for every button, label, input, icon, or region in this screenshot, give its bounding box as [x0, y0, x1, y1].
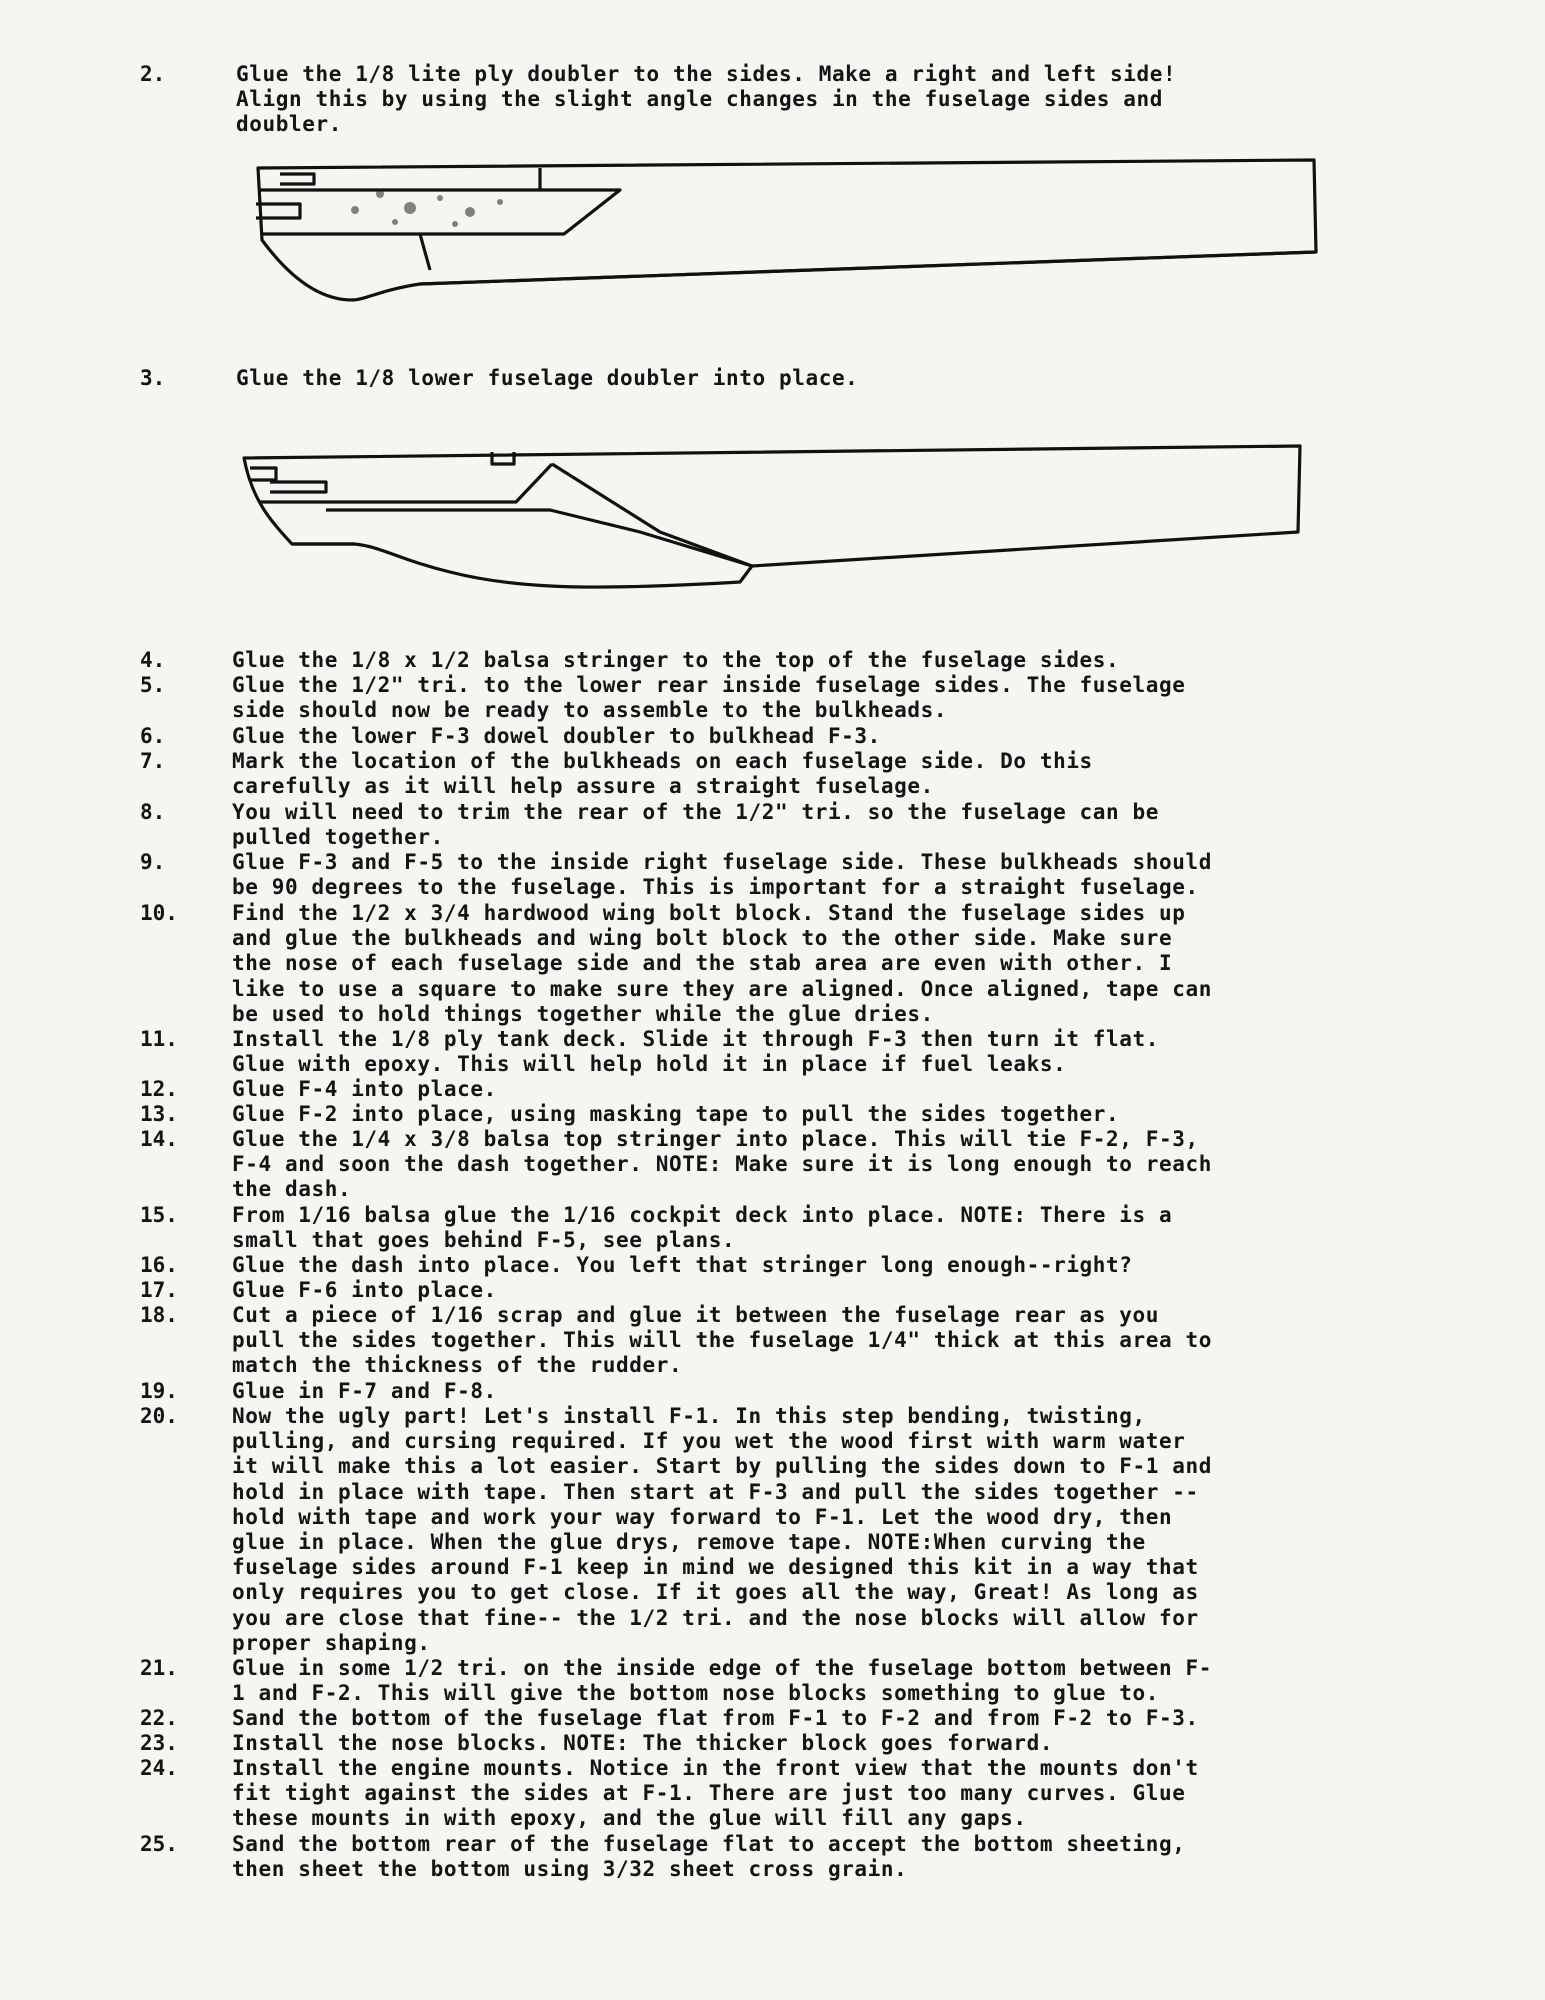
- step-number: 18.: [140, 1303, 178, 1327]
- fuselage-lower-doubler-figure: [0, 440, 1545, 590]
- step-text: Cut a piece of 1/16 scrap and glue it between the fuselage rear as you pull the sides together. This will the fuselage 1/4" thick at this area to match the thickness of the rudder.: [232, 1303, 1212, 1378]
- step-number: 15.: [140, 1203, 178, 1227]
- step-number: 6.: [140, 724, 166, 748]
- fuselage-side-doubler-figure: [0, 150, 1545, 310]
- step-number: 7.: [140, 749, 166, 773]
- step-number: 3.: [140, 366, 166, 390]
- step-text: Install the 1/8 ply tank deck. Slide it through F-3 then turn it flat. Glue with epoxy. This will help hold it in place if fuel leaks.: [232, 1027, 1160, 1077]
- step-number: 21.: [140, 1656, 178, 1680]
- step-number: 20.: [140, 1404, 178, 1428]
- step-text: You will need to trim the rear of the 1/2" tri. so the fuselage can be pulled together.: [232, 800, 1160, 850]
- step-text: From 1/16 balsa glue the 1/16 cockpit deck into place. NOTE: There is a small that goes behind F-5, see plans.: [232, 1203, 1173, 1253]
- step-number: 16.: [140, 1253, 178, 1277]
- step-number: 17.: [140, 1278, 178, 1302]
- step-text: Glue the lower F-3 dowel doubler to bulkhead F-3.: [232, 724, 881, 748]
- step-text: Find the 1/2 x 3/4 hardwood wing bolt block. Stand the fuselage sides up and glue the bulkheads and wing bolt block to the other side. Make sure the nose of each fuselage side and the stab area are even with other. I like to use a square to make sure they are aligned. Once aligned, tape can be used to hold things together while the glue dries.: [232, 901, 1212, 1026]
- step-number: 8.: [140, 800, 166, 824]
- step-text: Sand the bottom rear of the fuselage flat to accept the bottom sheeting, then sheet the bottom using 3/32 sheet cross grain.: [232, 1832, 1186, 1882]
- step-number: 4.: [140, 648, 166, 672]
- step-number: 24.: [140, 1756, 178, 1780]
- step-text: Glue the 1/8 lite ply doubler to the sides. Make a right and left side! Align this by using the slight angle changes in the fuselage sides and doubler.: [236, 62, 1177, 137]
- step-number: 2.: [140, 62, 166, 86]
- step-text: Glue F-3 and F-5 to the inside right fuselage side. These bulkheads should be 90 degrees to the fuselage. This is important for a straight fuselage.: [232, 850, 1212, 900]
- step-text: Glue in F-7 and F-8.: [232, 1379, 497, 1403]
- step-number: 19.: [140, 1379, 178, 1403]
- step-number: 11.: [140, 1027, 178, 1051]
- step-text: Glue F-4 into place.: [232, 1077, 497, 1101]
- step-number: 22.: [140, 1706, 178, 1730]
- step-text: Glue F-2 into place, using masking tape to pull the sides together.: [232, 1102, 1120, 1126]
- step-number: 5.: [140, 673, 166, 697]
- step-text: Sand the bottom of the fuselage flat from F-1 to F-2 and from F-2 to F-3.: [232, 1706, 1199, 1730]
- step-number: 12.: [140, 1077, 178, 1101]
- step-text: Install the engine mounts. Notice in the front view that the mounts don't fit tight against the sides at F-1. There are just too many curves. Glue these mounts in with epoxy, and the glue will fill any gaps.: [232, 1756, 1199, 1831]
- step-text: Glue the dash into place. You left that stringer long enough--right?: [232, 1253, 1133, 1277]
- step-text: Install the nose blocks. NOTE: The thicker block goes forward.: [232, 1731, 1054, 1755]
- step-text: Glue F-6 into place.: [232, 1278, 497, 1302]
- step-number: 14.: [140, 1127, 178, 1151]
- step-text: Mark the location of the bulkheads on each fuselage side. Do this carefully as it will help assure a straight fuselage.: [232, 749, 1093, 799]
- step-text: Now the ugly part! Let's install F-1. In this step bending, twisting, pulling, and cursing required. If you wet the wood first with warm water it will make this a lot easier. Start by pulling the sides down to F-1 and hold in place with tape. Then start at F-3 and pull the sides together -- hold with tape and work your way forward to F-1. Let the wood dry, then glue in place. When the glue drys, remove tape. NOTE:When curving the fuselage sides around F-1 keep in mind we designed this kit in a way that only requires you to get close. If it goes all the way, Great! As long as you are close that fine-- the 1/2 tri. and the nose blocks will allow for proper shaping.: [232, 1404, 1212, 1655]
- step-text: Glue the 1/2" tri. to the lower rear inside fuselage sides. The fuselage side should now be ready to assemble to the bulkheads.: [232, 673, 1186, 723]
- step-number: 13.: [140, 1102, 178, 1126]
- step-text: Glue the 1/8 lower fuselage doubler into place.: [236, 366, 859, 390]
- step-number: 9.: [140, 850, 166, 874]
- step-text: Glue the 1/8 x 1/2 balsa stringer to the top of the fuselage sides.: [232, 648, 1120, 672]
- step-number: 23.: [140, 1731, 178, 1755]
- step-text: Glue in some 1/2 tri. on the inside edge of the fuselage bottom between F- 1 and F-2. This will give the bottom nose blocks something to glue to.: [232, 1656, 1212, 1706]
- step-text: Glue the 1/4 x 3/8 balsa top stringer into place. This will tie F-2, F-3, F-4 and soon the dash together. NOTE: Make sure it is long enough to reach the dash.: [232, 1127, 1212, 1202]
- step-number: 10.: [140, 901, 178, 925]
- step-number: 25.: [140, 1832, 178, 1856]
